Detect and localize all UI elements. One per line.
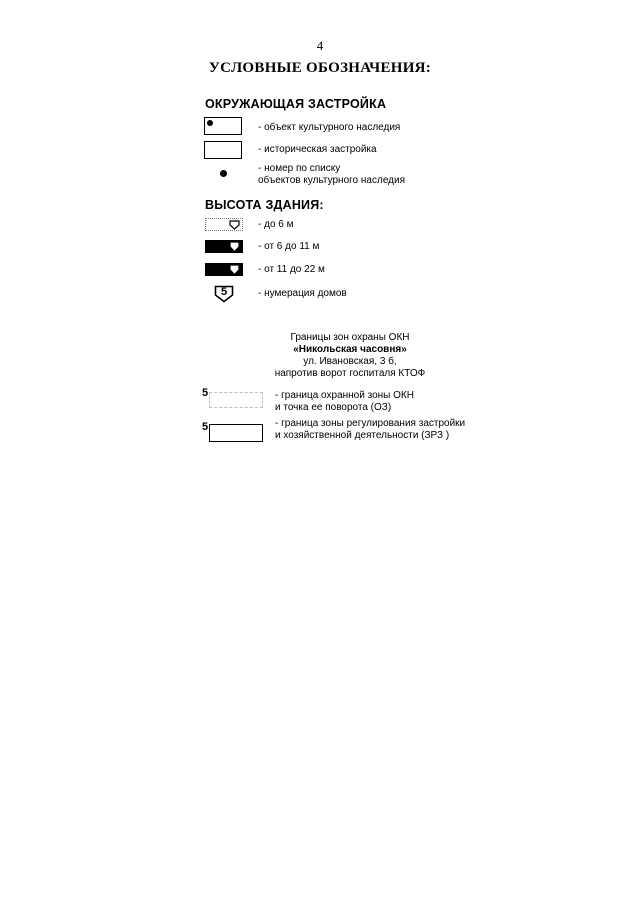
protection-zone-symbol [209, 392, 263, 408]
zones-caption [230, 332, 470, 380]
legend-height-high: - от 11 до 22 м [258, 264, 325, 275]
surrounding-heading: ОКРУЖАЮЩАЯ ЗАСТРОЙКА [205, 97, 387, 111]
house-number-value: 5 [220, 286, 228, 298]
historic-building-symbol [204, 141, 242, 159]
legend-height-low: - до 6 м [258, 219, 294, 230]
shield-icon [229, 220, 240, 230]
zones-caption-line3: ул. Ивановская, 3 б, [303, 356, 397, 367]
legend-protection-zone-line1: - граница охранной зоны ОКН [275, 390, 414, 401]
height-heading: ВЫСОТА ЗДАНИЯ: [205, 198, 324, 212]
legend-height-mid: - от 6 до 11 м [258, 241, 320, 252]
legend-house-numbering: - нумерация домов [258, 288, 347, 299]
height-mid-symbol [205, 240, 243, 253]
shield-icon [230, 242, 239, 251]
legend-heritage-object: - объект культурного наследия [258, 122, 401, 133]
legend-list-number [258, 163, 405, 187]
legend-regulation-zone [275, 418, 465, 442]
regulation-point-number: 5 [202, 421, 209, 433]
house-number-symbol [214, 285, 234, 303]
legend-regulation-zone-line2: и хозяйственной деятельности (ЗРЗ ) [275, 430, 450, 441]
height-low-symbol [205, 218, 243, 231]
legend-historic-building: - историческая застройка [258, 144, 377, 155]
zones-caption-line4: напротив ворот госпиталя КТОФ [274, 368, 426, 379]
zones-caption-line1: Границы зон охраны ОКН [290, 332, 410, 343]
legend-list-number-line2: объектов культурного наследия [258, 175, 405, 186]
legend-list-number-line1: - номер по списку [258, 163, 341, 174]
page-number: 4 [316, 38, 324, 53]
heritage-dot-icon [207, 120, 213, 126]
legend-protection-zone [275, 390, 414, 414]
regulation-zone-symbol [209, 424, 263, 442]
legend-protection-zone-line2: и точка ее поворота (ОЗ) [275, 402, 392, 413]
height-high-symbol [205, 263, 243, 276]
zone-point-number: 5 [202, 387, 209, 399]
zones-caption-line2: «Никольская часовня» [293, 344, 407, 355]
heritage-object-symbol [204, 117, 242, 135]
list-number-dot-icon [220, 170, 227, 177]
legend-regulation-zone-line1: - граница зоны регулирования застройки [275, 418, 466, 429]
shield-icon [230, 265, 239, 274]
page-title: УСЛОВНЫЕ ОБОЗНАЧЕНИЯ: [208, 60, 432, 76]
